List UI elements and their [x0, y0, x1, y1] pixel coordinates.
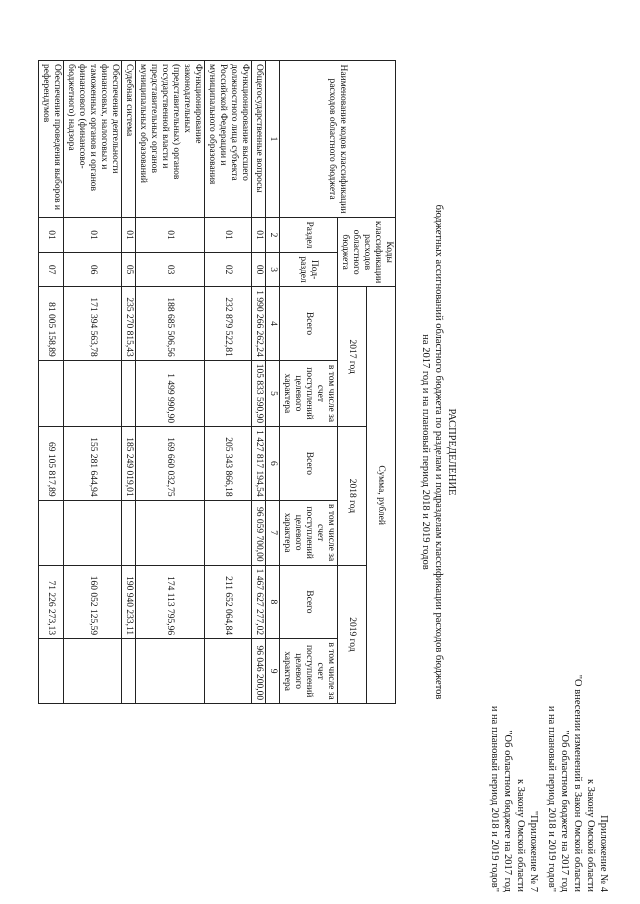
header-total-2019: Всего	[280, 565, 338, 639]
row-total-2018: 185 249 019,01	[122, 427, 136, 501]
appendix-7-header	[488, 706, 540, 892]
appendix-4-line: "О внесении изменений в Закон Омской области	[572, 674, 583, 892]
row-targeted-2017	[122, 360, 136, 426]
column-number: 5	[266, 360, 280, 426]
row-targeted-2019	[205, 639, 252, 704]
row-subsection-code: 00	[252, 252, 266, 286]
row-name: Общегосударственные вопросы	[252, 61, 266, 218]
row-subsection-code: 03	[136, 252, 205, 286]
column-number: 9	[266, 639, 280, 704]
row-section-code: 01	[122, 218, 136, 253]
row-targeted-2018	[136, 500, 205, 565]
appendix-7-line: и на плановый период 2018 и 2019 годов"	[489, 705, 500, 892]
column-number: 2	[266, 218, 280, 253]
row-total-2019: 174 113 795,96	[136, 565, 205, 639]
row-total-2018: 69 105 817,89	[39, 427, 64, 501]
header-2019: 2019 год	[338, 565, 367, 704]
row-subsection-code: 02	[205, 252, 252, 286]
appendix-7-line: "Об областном бюджете на 2017 год	[502, 730, 513, 892]
row-targeted-2018	[64, 500, 122, 565]
row-total-2019: 71 226 273,13	[39, 565, 64, 639]
column-number: 6	[266, 427, 280, 501]
column-number: 1	[266, 61, 280, 218]
table-row	[122, 61, 136, 704]
row-subsection-code: 06	[64, 252, 122, 286]
table-row	[252, 61, 266, 704]
row-targeted-2019	[39, 639, 64, 704]
row-targeted-2018	[39, 500, 64, 565]
header-name: Наименование кодов классификации расходов областного бюджета	[280, 61, 396, 218]
row-targeted-2019	[136, 639, 205, 704]
title-line: РАСПРЕДЕЛЕНИЕ	[446, 408, 457, 496]
column-number: 3	[266, 252, 280, 286]
row-total-2018: 1 427 817 194,54	[252, 427, 266, 501]
row-total-2018: 169 660 032,75	[136, 427, 205, 501]
row-total-2017: 171 394 563,78	[64, 287, 122, 361]
row-total-2017: 81 005 158,89	[39, 287, 64, 361]
appendix-4-line: "Об областном бюджете на 2017 год	[559, 730, 570, 892]
row-total-2018: 155 281 644,94	[64, 427, 122, 501]
row-total-2017: 235 270 815,43	[122, 287, 136, 361]
table-row	[136, 61, 205, 704]
row-total-2019: 190 940 233,11	[122, 565, 136, 639]
row-targeted-2017	[39, 360, 64, 426]
row-total-2017: 232 879 522,81	[205, 287, 252, 361]
row-name: Функционирование высшего должностного лица субъекта Российской Федерации и муниципального образования	[205, 61, 252, 218]
row-name: Обеспечение деятельности финансовых, налоговых и таможенных органов и органов финансового (финансово-бюджетного) надзора	[64, 61, 122, 218]
header-2017: 2017 год	[338, 287, 367, 427]
column-number: 7	[266, 500, 280, 565]
appendix-4-line: Приложение № 4	[598, 815, 609, 892]
header-unit: Сумма, рублей	[367, 287, 396, 704]
row-subsection-code: 05	[122, 252, 136, 286]
row-targeted-2017	[205, 360, 252, 426]
row-total-2019: 1 467 627 277,02	[252, 565, 266, 639]
row-total-2017: 188 685 506,56	[136, 287, 205, 361]
row-section-code: 01	[252, 218, 266, 253]
row-targeted-2019	[64, 639, 122, 704]
row-targeted-2017	[64, 360, 122, 426]
row-targeted-2019	[122, 639, 136, 704]
header-targeted-2018: в том числе за счет поступлений целевого характера	[280, 500, 338, 565]
appendix-7-line: к Закону Омской области	[515, 778, 526, 892]
appendix-4-line: и на плановый период 2018 и 2019 годов"	[546, 705, 557, 892]
row-name: Обеспечение проведения выборов и референдумов	[39, 61, 64, 218]
budget-table	[38, 60, 396, 704]
appendix-4-line: к Закону Омской области	[585, 778, 596, 892]
row-section-code: 01	[136, 218, 205, 253]
row-targeted-2017: 105 833 590,90	[252, 360, 266, 426]
table-body	[39, 61, 266, 704]
appendix-7-line: "Приложение № 7	[528, 810, 539, 892]
row-total-2018: 205 343 866,18	[205, 427, 252, 501]
row-section-code: 01	[39, 218, 64, 253]
header-targeted-2017: в том числе за счет поступлений целевого характера	[280, 360, 338, 426]
row-name: Функционирование законодательных (представительных) органов государственной власти и представительных органов муниципальных образований	[136, 61, 205, 218]
column-number: 8	[266, 565, 280, 639]
header-2018: 2018 год	[338, 427, 367, 566]
header-targeted-2019: в том числе за счет поступлений целевого характера	[280, 639, 338, 704]
row-total-2017: 1 990 266 262,24	[252, 287, 266, 361]
table-row	[64, 61, 122, 704]
row-targeted-2018	[122, 500, 136, 565]
column-number-row	[266, 61, 280, 704]
column-number: 4	[266, 287, 280, 361]
header-subsection: Под-раздел	[280, 252, 338, 286]
header-section: Раздел	[280, 218, 338, 253]
row-section-code: 01	[205, 218, 252, 253]
title-line: на 2017 год и на плановый период 2018 и 2019 годов	[420, 334, 431, 570]
table-row	[205, 61, 252, 704]
appendix-4-header	[545, 675, 610, 892]
row-targeted-2018	[205, 500, 252, 565]
title-line: бюджетных ассигнований областного бюджета по разделам и подразделам классификации расходов бюджетов	[433, 204, 444, 700]
row-total-2019: 211 652 064,84	[205, 565, 252, 639]
header-total-2017: Всего	[280, 287, 338, 361]
row-subsection-code: 07	[39, 252, 64, 286]
header-total-2018: Всего	[280, 427, 338, 501]
row-targeted-2018: 96 059 700,00	[252, 500, 266, 565]
row-total-2019: 160 052 125,59	[64, 565, 122, 639]
row-targeted-2019: 96 046 200,00	[252, 639, 266, 704]
row-targeted-2017: 1 499 990,90	[136, 360, 205, 426]
table-row	[39, 61, 64, 704]
row-section-code: 01	[64, 218, 122, 253]
document-title	[419, 0, 458, 904]
row-name: Судебная система	[122, 61, 136, 218]
header-codes: Коды классификации расходов областного бюджета	[338, 218, 396, 287]
